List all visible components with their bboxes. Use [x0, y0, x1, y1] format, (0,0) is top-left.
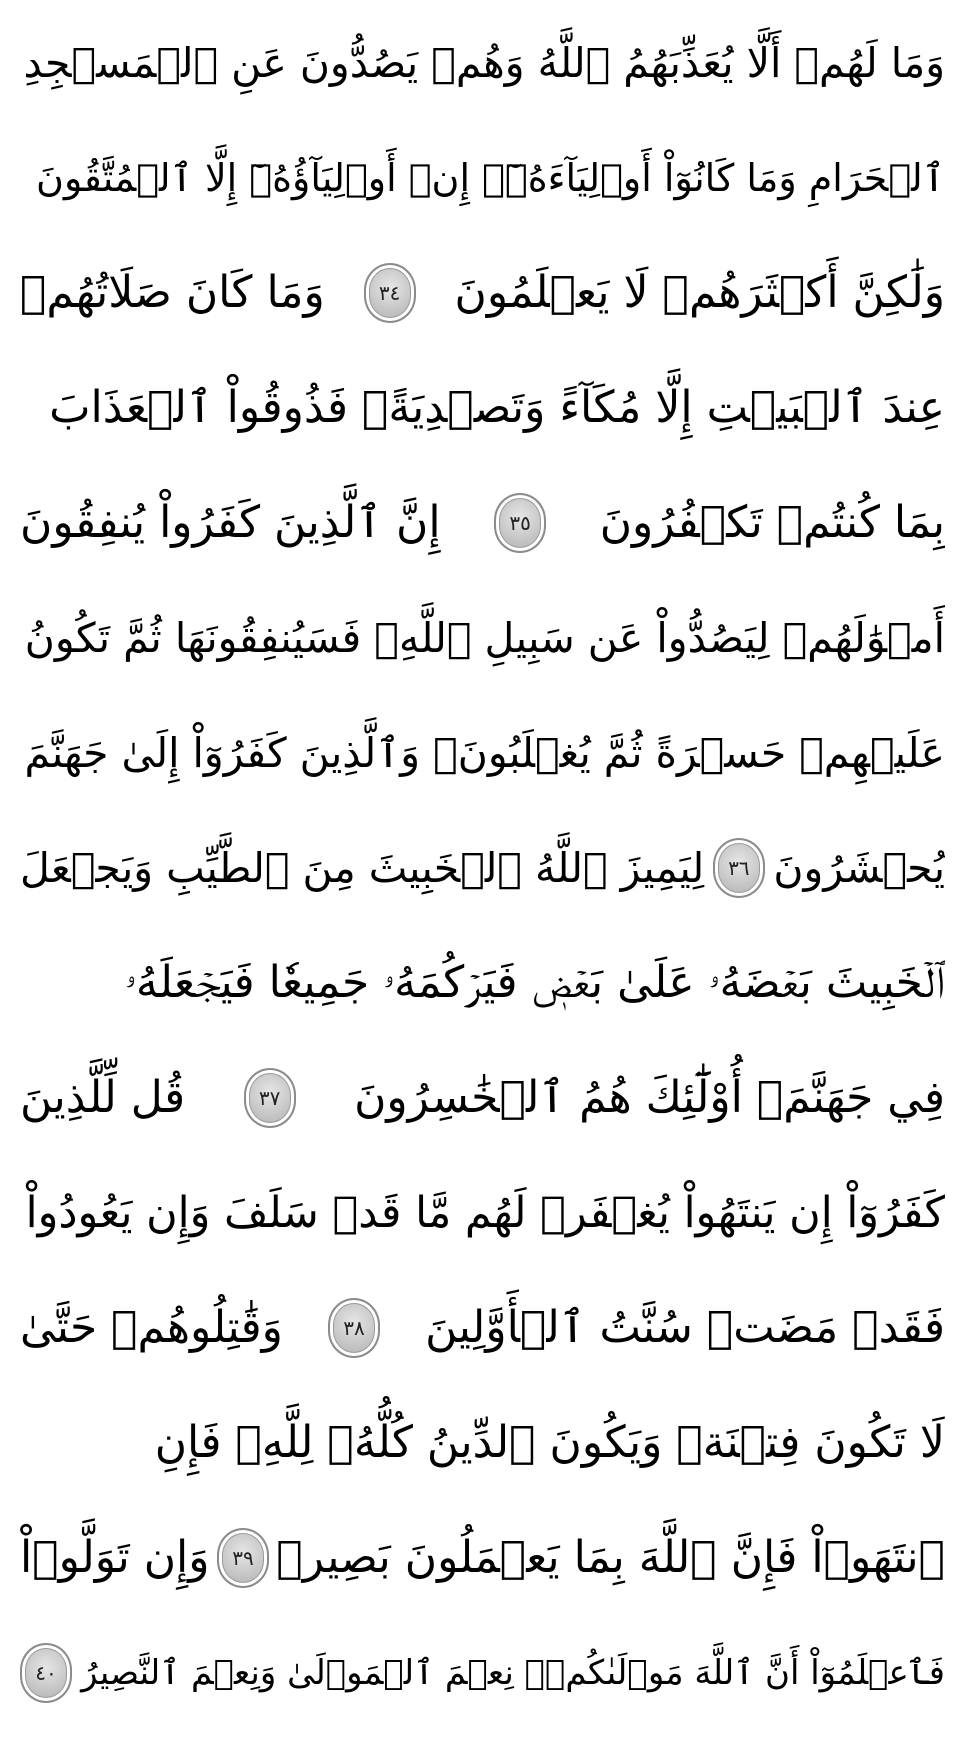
verse-text: وَقَٰتِلُوهُمۡ حَتَّىٰ — [20, 1302, 283, 1353]
verse-text: إِنَّ ٱلَّذِينَ كَفَرُواْ يُنفِقُونَ — [20, 497, 441, 548]
verse-line — [20, 1615, 945, 1730]
verse-text: لِيَمِيزَ ٱللَّهُ ٱلۡخَبِيثَ مِنَ ٱلطَّيِّبِ وَيَجۡعَلَ — [20, 843, 705, 892]
verse-line — [20, 1155, 945, 1270]
verse-text: عَلَيۡهِمۡ حَسۡرَةً ثُمَّ يُغۡلَبُونَۗ وَٱلَّذِينَ كَفَرُوٓاْ إِلَىٰ جَهَنَّمَ — [24, 728, 945, 777]
verse-text: وَلَٰكِنَّ أَكۡثَرَهُمۡ لَا يَعۡلَمُونَ — [454, 267, 945, 318]
verse-text: فِي جَهَنَّمَۚ أُوْلَٰٓئِكَ هُمُ ٱلۡخَٰسِرُونَ — [354, 1072, 945, 1123]
verse-line — [20, 1040, 945, 1155]
verse-text: وَمَا لَهُمۡ أَلَّا يُعَذِّبَهُمُ ٱللَّهُ وَهُمۡ يَصُدُّونَ عَنِ ٱلۡمَسۡجِدِ — [23, 38, 945, 87]
verse-line — [20, 580, 945, 695]
verse-line — [20, 465, 945, 580]
ayah-number: ٣٨ — [343, 1315, 365, 1340]
verse-text: بِمَا كُنتُمۡ تَكۡفُرُونَ — [599, 497, 945, 548]
ayah-number-marker — [713, 838, 765, 898]
ayah-number-marker — [494, 493, 546, 553]
verse-line — [20, 5, 945, 120]
verse-text: وَمَا كَانَ صَلَاتُهُمۡ — [20, 267, 325, 318]
ayah-number-marker — [364, 263, 416, 323]
verse-text: ٱلۡخَبِيثَ بَعۡضَهُۥ عَلَىٰ بَعۡضٖ فَيَرۡكُمَهُۥ جَمِيعٗا فَيَجۡعَلَهُۥ — [124, 957, 945, 1008]
ayah-number-marker — [244, 1068, 296, 1128]
verse-line — [20, 925, 945, 1040]
verse-text: لَا تَكُونَ فِتۡنَةٞ وَيَكُونَ ٱلدِّينُ كُلُّهُۥ لِلَّهِۚ فَإِنِ — [154, 1417, 945, 1468]
verse-line — [20, 235, 945, 350]
verse-line — [20, 1270, 945, 1385]
ayah-number: ٤٠ — [35, 1660, 57, 1685]
verse-text: فَقَدۡ مَضَتۡ سُنَّتُ ٱلۡأَوَّلِينَ — [425, 1302, 945, 1353]
verse-text: عِندَ ٱلۡبَيۡتِ إِلَّا مُكَآءً وَتَصۡدِيَةًۚ فَذُوقُواْ ٱلۡعَذَابَ — [49, 382, 945, 433]
verse-text: فَٱعۡلَمُوٓاْ أَنَّ ٱللَّهَ مَوۡلَىٰكُمۡۚ نِعۡمَ ٱلۡمَوۡلَىٰ وَنِعۡمَ ٱلنَّصِيرُ — [81, 1653, 945, 1693]
verse-text: وَإِن تَوَلَّوۡاْ — [20, 1532, 210, 1583]
verse-line — [20, 810, 945, 925]
verse-line — [20, 350, 945, 465]
verse-line — [20, 1500, 945, 1615]
verse-text: ٱنتَهَوۡاْ فَإِنَّ ٱللَّهَ بِمَا يَعۡمَلُونَ بَصِيرٞ — [276, 1532, 945, 1583]
verse-text: قُل لِّلَّذِينَ — [20, 1072, 186, 1123]
ayah-number-marker — [217, 1528, 269, 1588]
ayah-number: ٣٧ — [258, 1085, 281, 1110]
verse-line — [20, 120, 945, 235]
ayah-number-marker — [328, 1298, 380, 1358]
verse-text: يُحۡشَرُونَ — [773, 843, 945, 892]
ayah-number: ٣٦ — [728, 855, 750, 880]
verse-line — [20, 695, 945, 810]
verse-text: كَفَرُوٓاْ إِن يَنتَهُواْ يُغۡفَرۡ لَهُم مَّا قَدۡ سَلَفَ وَإِن يَعُودُواْ — [25, 1187, 945, 1238]
ayah-number: ٣٥ — [509, 510, 531, 535]
verse-text: أَمۡوَٰلَهُمۡ لِيَصُدُّواْ عَن سَبِيلِ ٱللَّهِۚ فَسَيُنفِقُونَهَا ثُمَّ تَكُونُ — [24, 613, 945, 662]
verse-text: ٱلۡحَرَامِ وَمَا كَانُوٓاْ أَوۡلِيَآءَهُۥٓۚ إِنۡ أَوۡلِيَآؤُهُۥٓ إِلَّا ٱلۡمُتَّقُونَ — [36, 155, 945, 200]
ayah-number-marker — [20, 1643, 72, 1703]
verse-line — [20, 1385, 945, 1500]
ayah-number: ٣٤ — [378, 280, 401, 305]
ayah-number: ٣٩ — [232, 1545, 254, 1570]
